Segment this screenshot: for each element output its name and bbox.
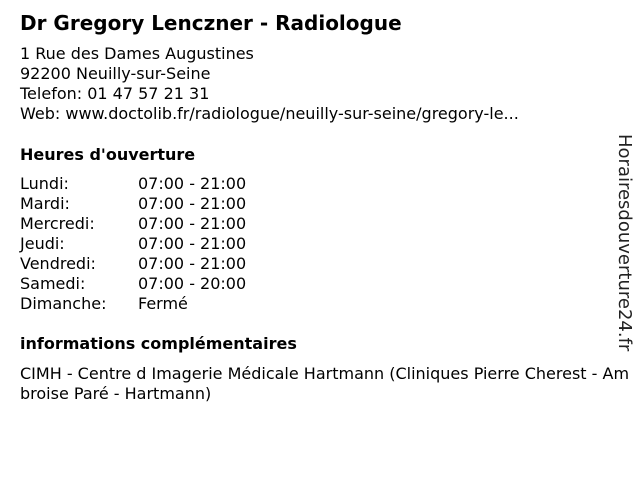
site-watermark: Horairesdouverture24.fr [614, 134, 635, 352]
address-city: 92200 Neuilly-sur-Seine [20, 64, 211, 83]
hours-time: 07:00 - 20:00 [138, 274, 247, 293]
hours-time: Fermé [138, 294, 188, 313]
hours-day: Lundi: [20, 174, 69, 193]
hours-time: 07:00 - 21:00 [138, 234, 247, 253]
hours-day: Jeudi: [20, 234, 65, 253]
hours-row [20, 174, 246, 194]
address-web: Web: www.doctolib.fr/radiologue/neuilly-sur-seine/gregory-le... [20, 104, 519, 123]
hours-day: Dimanche: [20, 294, 107, 313]
hours-time: 07:00 - 21:00 [138, 254, 247, 273]
address-block [20, 44, 519, 124]
hours-day: Vendredi: [20, 254, 96, 273]
hours-row [20, 254, 246, 274]
hours-day: Mardi: [20, 194, 70, 213]
info-heading: informations complémentaires [20, 334, 297, 353]
hours-time: 07:00 - 21:00 [138, 174, 247, 193]
hours-row [20, 194, 246, 214]
opening-hours-list [20, 174, 246, 314]
hours-heading: Heures d'ouverture [20, 145, 196, 164]
hours-day: Mercredi: [20, 214, 95, 233]
hours-row [20, 234, 246, 254]
address-street: 1 Rue des Dames Augustines [20, 44, 254, 63]
hours-row [20, 294, 246, 314]
hours-row [20, 214, 246, 234]
hours-time: 07:00 - 21:00 [138, 194, 247, 213]
address-phone: Telefon: 01 47 57 21 31 [20, 84, 210, 103]
page-title: Dr Gregory Lenczner - Radiologue [20, 11, 402, 35]
info-text: CIMH - Centre d Imagerie Médicale Hartmann (Cliniques Pierre Cherest - Ambroise Paré - Hartmann) [20, 364, 630, 403]
hours-row [20, 274, 246, 294]
hours-day: Samedi: [20, 274, 86, 293]
hours-time: 07:00 - 21:00 [138, 214, 247, 233]
